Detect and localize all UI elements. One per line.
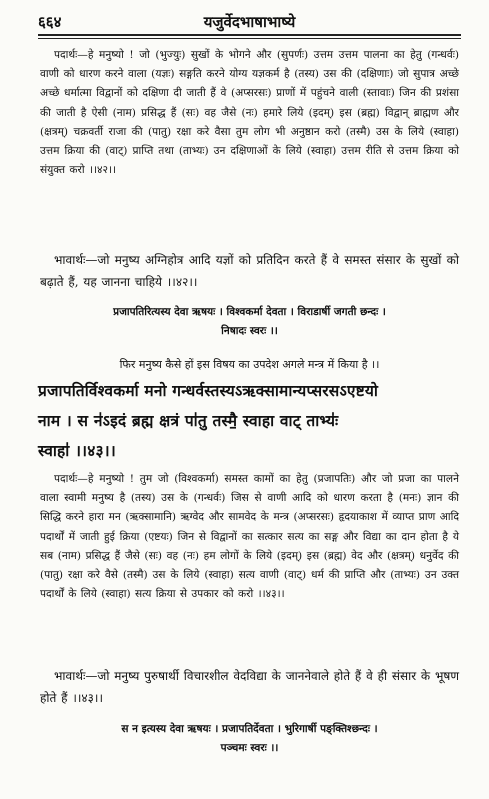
verse-43-bhavartha: भावार्थः—जो मनुष्य पुरुषार्थी विचारशील वेदविद्या के जाननेवाले होते हैं वे ही संसार के भूषण होते हैं ।।४३।।	[40, 669, 460, 705]
verse-44-meta-line2: पञ्चमः स्वरः ।।	[220, 742, 279, 754]
header-rule	[38, 34, 461, 36]
header-rule-thin	[38, 38, 461, 39]
verse-43-padartha: पदार्थः—हे मनुष्यो ! तुम जो (विश्वकर्मा) समस्त कामों का हेतु (प्रजापतिः) और जो प्रजा का पालने वाला स्वामी मनुष्य है (तस्य) उस के (गन्धर्वः) जिस से वाणी आदि को धारण करता है (मनः) ज्ञान की सिद्धि करने हारा मन (ऋक्सामानि) ऋग्वेद और सामवेद के मन्त्र (अप्सरसः) हृदयाकाश में व्याप्त प्राण आदि पदार्थों में जाती हुई क्रिया (एष्टयः) जिन से विद्वानों का सत्कार सत्य का सङ्ग और विद्या का दान होता है ये सब (नाम) प्रसिद्ध हैं जैसे (सः) वह (नः) हम लोगों के लिये (इदम्) इस (ब्रह्म) वेद और (क्षत्रम्) धनुर्वेद की (पातु) रक्षा करे वैसे (तस्मै) उस के लिये (स्वाहा) सत्य वाणी (वाट्) धर्म की प्राप्ति और (ताभ्यः) उन उक्त पदार्थों के लिये (स्वाहा) सत्य क्रिया से उपकार को करो ।।४३।।	[40, 473, 459, 601]
running-title: यजुर्वेदभाषाभाष्ये	[203, 13, 296, 31]
verse-43-meta-line1: प्रजापतिरित्यस्य देवा ऋषयः । विश्वकर्मा देवता । विराडार्षी जगती छन्दः ।	[113, 306, 386, 318]
mantra-43-line3: स्वाहा॑ ।।४३।।	[38, 441, 116, 460]
verse-43-meta-line2: निषादः स्वरः ।।	[221, 325, 278, 337]
verse-43-intro: फिर मनुष्य कैसे हों इस विषय का उपदेश अगले मन्त्र में किया है ।।	[119, 358, 380, 371]
verse-44-meta	[40, 720, 459, 758]
mantra-43-line1: प्रजापतिर्विश्वकर्मा मनो गन्धर्वस्तस्यऽऋक्सामान्यप्सरसऽएष्टयो	[38, 381, 379, 400]
verse-44-meta-line1: स न इत्यस्य देवा ऋषयः । प्रजापतिर्देवता । भुरिगार्षी पङ्क्तिश्छन्दः ।	[121, 723, 378, 735]
verse-42-padartha: पदार्थः—हे मनुष्यो ! जो (भुज्युः) सुखों के भोगने और (सुपर्णः) उत्तम उत्तम पालना का हेतु (गन्धर्वः) वाणी को धारण करने वाला (यज्ञः) सङ्गति करने योग्य यज्ञकर्म है (तस्य) उस की (दक्षिणाः) जो सुपात्र अच्छे अच्छे धर्मात्मा विद्वानों को दक्षिणा दी जाती हैं वे (अप्सरसः) प्राणों में पहुंचने वाली (स्तावाः) जिन की प्रशंसा की जाती है ऐसी (नाम) प्रसिद्ध हैं (सः) वह जैसे (नः) हमारे लिये (इदम्) इस (ब्रह्म) विद्वान् ब्राह्मण और (क्षत्रम्) चक्रवर्ती राजा की (पातु) रक्षा करे वैसा तुम लोग भी अनुष्ठान करो (तस्मै) उस के लिये (स्वाहा) उत्तम क्रिया की (वाट्) प्राप्ति तथा (ताभ्यः) उन दक्षिणाओं के लिये (स्वाहा) उत्तम रीति से उत्तम क्रिया को संयुक्त करो ।।४२।।	[40, 49, 459, 177]
page-number: ६६४	[38, 13, 62, 31]
verse-42-bhavartha: भावार्थः—जो मनुष्य अग्निहोत्र आदि यज्ञों को प्रतिदिन करते हैं वे समस्त संसार के सुखों को बढ़ाते हैं, यह जानना चाहिये ।।४२।।	[40, 253, 459, 289]
mantra-43-line2: नाम । स न॑ऽइदं ब्रह्म क्षत्रं पा॑तु तस्मै॒ स्वाहा वाट् ताभ्यः॑	[38, 411, 339, 430]
page-header	[38, 8, 461, 32]
mantra-43	[38, 376, 463, 466]
verse-43-meta	[40, 303, 459, 341]
